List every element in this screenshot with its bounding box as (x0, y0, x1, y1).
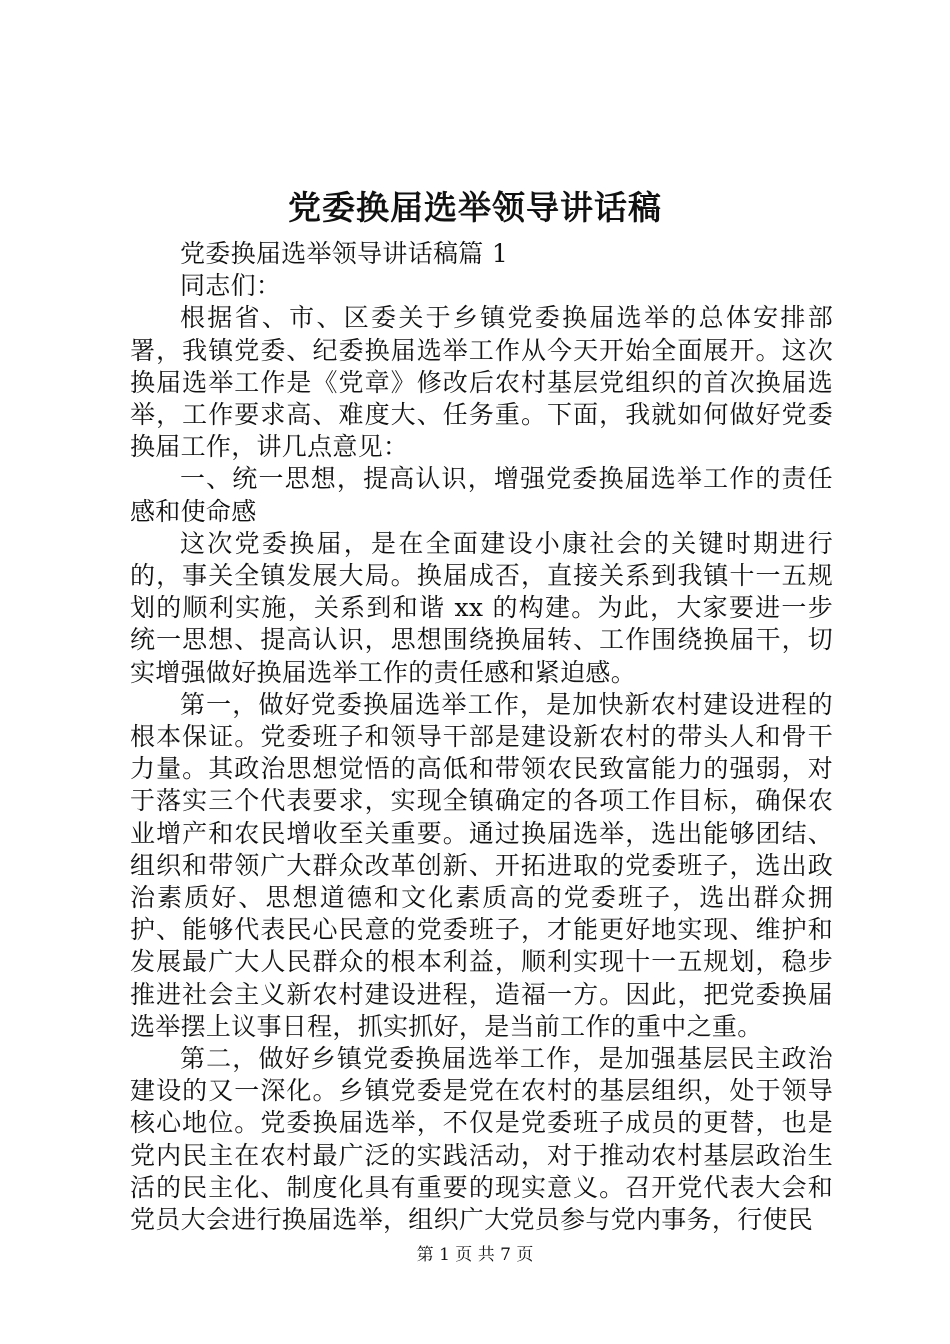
document-title: 党委换届选举领导讲话稿 (288, 188, 662, 227)
paragraph-intro: 根据省、市、区委关于乡镇党委换届选举的总体安排部署，我镇党委、纪委换届选举工作从今天开始全面展开。这次换届选举工作是《党章》修改后农村基层党组织的首次换届选举，工作要求高、难度大、任务重。下面，我就如何做好党委换届工作，讲几点意见： (130, 303, 833, 462)
document-body (130, 238, 833, 1236)
paragraph-body: 第一，做好党委换届选举工作，是加快新农村建设进程的根本保证。党委班子和领导干部是建设新农村的带头人和骨干力量。其政治思想觉悟的高低和带领农民致富能力的强弱，对于落实三个代表要求，实现全镇确定的各项工作目标，确保农业增产和农民增收至关重要。通过换届选举，选出能够团结、组织和带领广大群众改革创新、开拓进取的党委班子，选出政治素质好、思想道德和文化素质高的党委班子，选出群众拥护、能够代表民心民意的党委班子，才能更好地实现、维护和发展最广大人民群众的根本利益，顺利实现十一五规划，稳步推进社会主义新农村建设进程，造福一方。因此，把党委换届选举摆上议事日程，抓实抓好，是当前工作的重中之重。 (130, 689, 833, 1041)
page-number-footer: 第 1 页 共 7 页 (416, 1245, 534, 1265)
paragraph-body: 这次党委换届，是在全面建设小康社会的关键时期进行的，事关全镇发展大局。换届成否，直接关系到我镇十一五规划的顺利实施，关系到和谐 xx 的构建。为此，大家要进一步统一思想、提高认识，思想围绕换届转、工作围绕换届干，切实增强做好换届选举工作的责任感和紧迫感。 (130, 528, 833, 687)
paragraph-salutation: 同志们： (180, 271, 282, 301)
paragraph-heading: 党委换届选举领导讲话稿篇 1 (180, 239, 509, 268)
paragraph-section-one-heading: 一、统一思想，提高认识，增强党委换届选举工作的责任感和使命感 (130, 464, 833, 526)
paragraph-body: 第二，做好乡镇党委换届选举工作，是加强基层民主政治建设的又一深化。乡镇党委是党在农村的基层组织，处于领导核心地位。党委换届选举，不仅是党委班子成员的更替，也是党内民主在农村最广泛的实践活动，对于推动农村基层政治生活的民主化、制度化具有重要的现实意义。召开党代表大会和党员大会进行换届选举，组织广大党员参与党内事务，行使民 (130, 1044, 833, 1235)
